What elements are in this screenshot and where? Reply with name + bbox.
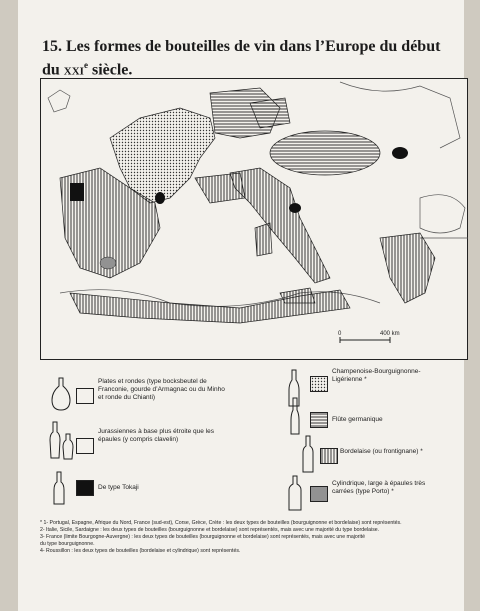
legend-flute: Flûte germanique: [332, 416, 383, 423]
swatch-jura: [76, 438, 94, 454]
bottle-outline-icon: [52, 470, 66, 506]
footnote-3b: du type bourguignonne.: [40, 541, 95, 547]
bottle-outline-icon: [48, 420, 62, 460]
region-tokaji: [392, 147, 408, 159]
swatch-champenoise: [310, 376, 328, 392]
region-tokaji-italy: [289, 203, 301, 213]
scale-zero: 0: [338, 331, 342, 337]
title-century-sup: e: [83, 60, 88, 70]
footnote-2: 2- Italie, Sicile, Sardaigne : les deux types de bouteilles (bourguignonne et bordelaise) sont représentés, mais avec une majorité du type bordelaise.: [40, 527, 380, 533]
footnote-3: 3- France (limite Bourgogne-Auvergne) : les deux types de bouteilles (bourguignonne et bordelaise) sont représentés, mais avec une majorité: [40, 534, 365, 540]
title-text: Les formes de bouteilles de vin dans l’Europe du début du: [42, 38, 441, 79]
footnotes: [40, 520, 468, 555]
europe-wine-bottle-map: [40, 78, 468, 360]
scale-distance: 400 km: [380, 331, 400, 337]
legend-jura: Jurassiennes à base plus étroite que les épaules (y compris clavelin): [98, 428, 214, 443]
bottle-outline-icon: [50, 376, 72, 412]
region-sardinia: [255, 223, 272, 256]
region-cylindrique-andalusia: [100, 257, 116, 269]
bottle-outline-icon: [288, 474, 302, 512]
footnote-4: 4- Roussillon : les deux types de bouteilles (bordelaise et cylindrique) sont représentés.: [40, 548, 241, 554]
legend-tokaji: De type Tokaji: [98, 484, 139, 491]
swatch-bordelaise: [320, 448, 338, 464]
bottle-outline-icon: [302, 434, 314, 474]
title-suffix: siècle.: [87, 61, 133, 79]
swatch-flute: [310, 412, 328, 428]
region-tokaji-portugal: [70, 183, 84, 201]
swatch-cylindrique: [310, 486, 328, 502]
title-century: xxi: [63, 61, 84, 79]
legend-plates: Plates et rondes (type bocksbeutel de Franconie, gourde d’Armagnac ou du Minho et ronde du Chianti): [98, 378, 225, 401]
page-title: [42, 38, 442, 79]
region-tokaji-spain: [155, 192, 165, 204]
bottle-outline-icon: [290, 396, 300, 436]
legend-cylindrique: Cylindrique, large à épaules très carrées (type Porto) *: [332, 480, 426, 495]
region-flute-danube: [270, 131, 380, 175]
swatch-tokaji: [76, 480, 94, 496]
legend-champenoise: Champenoise-Bourguignonne-Ligérienne *: [332, 368, 421, 383]
legend-bordelaise: Bordelaise (ou frontignane) *: [340, 448, 423, 455]
bottle-outline-icon: [62, 432, 74, 460]
swatch-plates: [76, 388, 94, 404]
map-legend: [40, 362, 468, 518]
footnote-1: * 1- Portugal, Espagne, Afrique du Nord, France (sud-est), Corse, Grèce, Crète : les deux types de bouteilles (bourguignonne et bordelaise) sont représentés.: [40, 520, 402, 526]
title-number: 15.: [42, 38, 62, 55]
